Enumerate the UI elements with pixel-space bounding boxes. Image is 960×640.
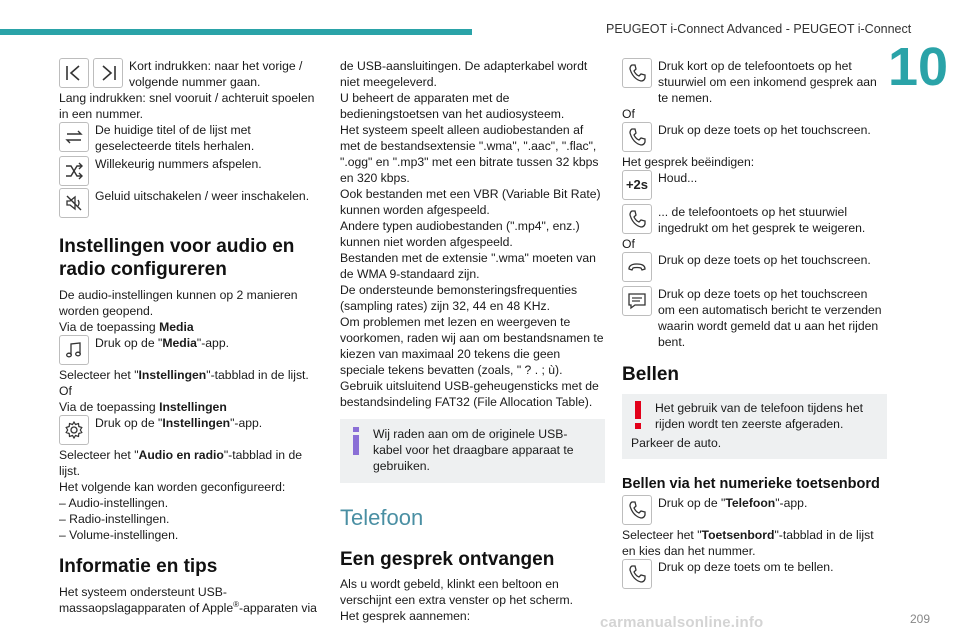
audio-intro: De audio-instellingen kunnen op 2 manieren worden geopend. [59,288,298,318]
track-nav-row [59,58,324,90]
message-text: Druk op deze toets op het touchscreen om een automatisch bericht te verzenden waarin wordt gemeld dat u aan het rijden bent. [658,287,882,349]
section-telefoon: Telefoon [340,505,424,530]
shuffle-row [59,156,324,186]
select-pre: Selecteer het " [59,368,139,382]
warning-box [622,394,887,459]
mute-text: Geluid uitschakelen / weer inschakelen. [95,189,310,203]
receive-text: Als u wordt gebeld, klinkt een beltoon en verschijnt een extra venster op het scherm. [340,577,574,607]
repeat-icon [59,122,89,152]
heading-receive-call: Een gesprek ontvangen [340,549,555,570]
select-settings-tab [59,367,324,383]
hang-up-icon [622,252,652,282]
usb-text-2: U beheert de apparaten met de bedieningstoetsen van het audiosysteem. [340,91,565,121]
previous-track-icon [59,58,89,88]
keypad-tab-label: Toetsenbord [701,528,775,542]
hold-text: Houd... [658,171,698,185]
or-text-3b: Of [622,237,635,251]
media-app-label: Media [162,336,197,350]
park-text: Parkeer de auto. [631,436,722,450]
dial-text: Druk op deze toets om te bellen. [658,560,834,574]
heading-bellen: Bellen [622,364,680,385]
info-box-text: Wij raden aan om de originele USB-kabel voor het draagbare apparaat te gebruiken. [373,427,574,473]
watermark: carmanualsonline.info [600,614,764,631]
message-row [622,286,887,350]
or-text-3a: Of [622,107,635,121]
answer-text: Het gesprek aannemen: [340,609,471,623]
usb-text-4: Ook bestanden met een VBR (Variable Bit Rate) kunnen worden afgespeeld. [340,187,601,217]
mute-row [59,188,324,218]
settings-label: Instellingen [159,400,227,414]
select-post-3: "-tabblad in de lijst en kies dan het nummer. [622,528,874,558]
registered-mark: ® [233,599,240,609]
chapter-number: 10 [888,37,949,97]
dial-row [622,559,887,589]
header-title: PEUGEOT i-Connect Advanced - PEUGEOT i-Connect [606,22,912,36]
usb-text-1: de USB-aansluitingen. De adapterkabel wordt niet meegeleverd. [340,59,588,89]
press-pre: Druk op de " [95,336,163,350]
settings-app-label: Instellingen [162,416,231,430]
header-accent-bar [0,29,472,35]
info-icon [349,427,363,459]
via-app-text-2: Via de toepassing [59,400,160,414]
select-pre-2: Selecteer het " [59,448,139,462]
select-audio-radio-tab [59,447,324,479]
config-item-2: – Radio-instellingen. [59,512,170,526]
column-1 [59,58,324,616]
page-number: 209 [910,612,931,626]
press-phone-text [658,495,887,511]
info-text-2: -apparaten via [239,601,317,615]
media-label: Media [159,320,194,334]
info-text-1: Het systeem ondersteunt USB-massaopslagapparaten of Apple [59,585,234,615]
via-media-line [59,319,324,335]
select-keypad-tab [622,527,887,559]
usb-text-3: Het systeem speelt alleen audiobestanden af met de bestandsextensie ".wma", ".aac", ".flac", ".ogg" en ".mp3" met een bitrate tussen 32 kbps en 320 kbps. [340,123,599,185]
next-track-icon [93,58,123,88]
heading-keypad: Bellen via het numerieke toetsenbord [622,476,880,492]
settings-tab-label: Instellingen [138,368,207,382]
heading-audio-settings: Instellingen voor audio en radio configureren [59,236,295,280]
gear-icon [59,415,89,445]
hold-icon-label: +2s [625,177,649,192]
track-nav-text: Kort indrukken: naar het vorige / volgende nummer gaan. [129,59,303,89]
touch-reject-row [622,252,887,282]
warning-text: Het gebruik van de telefoon tijdens het rijden wordt ten zeerste afgeraden. [655,401,864,431]
usb-text-6: Bestanden met de extensie ".wma" moeten van de WMA 9-standaard zijn. [340,251,596,281]
shuffle-text: Willekeurig nummers afspelen. [95,157,262,171]
repeat-text: De huidige titel of de lijst met geselecteerde titels herhalen. [95,123,255,153]
touch-answer-text: Druk op deze toets op het touchscreen. [658,123,871,137]
config-intro: Het volgende kan worden geconfigureerd: [59,480,286,494]
settings-app-row [59,415,324,445]
mute-icon [59,188,89,218]
media-app-row [59,335,324,365]
steering-phone-row [622,58,887,106]
end-call-label: Het gesprek beëindigen: [622,155,755,169]
column-2 [340,58,605,624]
steering-hold-row [622,204,887,236]
select-pre-3: Selecteer het " [622,528,702,542]
press-post-3: "-app. [775,496,808,510]
usb-text-5: Andere typen audiobestanden (".mp4", enz.) kunnen niet worden afgespeeld. [340,219,580,249]
track-nav-long-text: Lang indrukken: snel vooruit / achteruit spoelen in een nummer. [59,91,315,121]
message-icon [622,286,652,316]
phone-icon [622,559,652,589]
select-post-2: "-tabblad in de lijst. [59,448,303,478]
config-item-3: – Volume-instellingen. [59,528,179,542]
audio-radio-tab-label: Audio en radio [138,448,224,462]
config-item-1: – Audio-instellingen. [59,496,169,510]
repeat-row [59,122,324,154]
heading-info-tips: Informatie en tips [59,556,218,577]
press-settings-text [95,415,324,431]
warning-row [631,400,878,433]
info-text [59,584,324,616]
column-3 [622,58,887,589]
shuffle-icon [59,156,89,186]
via-app-text: Via de toepassing [59,320,160,334]
phone-app-label: Telefoon [725,496,776,510]
press-pre-3: Druk op de " [658,496,726,510]
music-note-icon [59,335,89,365]
via-settings-line [59,399,324,415]
press-pre-2: Druk op de " [95,416,163,430]
select-post: "-tabblad in de lijst. [206,368,309,382]
steering-hold-text: ... de telefoontoets op het stuurwiel ingedrukt om het gesprek te weigeren. [658,205,866,235]
usb-text-7: De ondersteunde bemonsteringsfrequenties (sampling rates) zijn 32, 44 en 48 KHz. [340,283,578,313]
phone-icon [622,122,652,152]
touch-answer-row [622,122,887,152]
press-media-text [95,335,324,351]
usb-text-8: Om problemen met lezen en weergeven te voorkomen, raden wij aan om bestandsnamen te kiezen van maximaal 20 tekens die geen speciale tekens bevatten (zoals, " ? . ; ù). [340,315,604,377]
press-post: "-app. [196,336,229,350]
usb-text-9: Gebruik uitsluitend USB-geheugensticks met de bestandsindeling FAT32 (File Allocation Table). [340,379,599,409]
info-box [340,419,605,483]
warning-icon [631,401,645,433]
phone-icon [622,58,652,88]
hold-row [622,170,887,200]
touch-reject-text: Druk op deze toets op het touchscreen. [658,253,871,267]
steering-short-text: Druk kort op de telefoontoets op het stuurwiel om een inkomend gesprek aan te nemen. [658,59,877,105]
phone-icon [622,204,652,234]
phone-icon [622,495,652,525]
hold-two-seconds-icon [622,170,652,200]
or-text: Of [59,384,72,398]
phone-app-row [622,495,887,525]
press-post-2: "-app. [230,416,263,430]
